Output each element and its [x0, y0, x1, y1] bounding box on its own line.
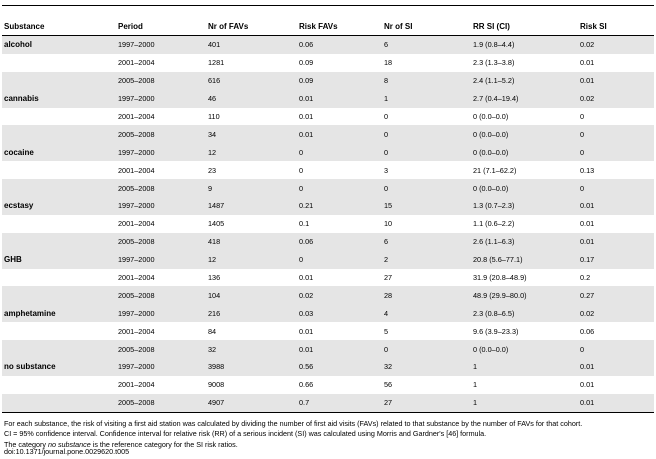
- table-row: [2, 125, 654, 143]
- cell-risk-favs: 0.56: [297, 358, 382, 376]
- cell-rr-si: 31.9 (20.8–48.9): [473, 273, 527, 283]
- cell-rr-si: 1.9 (0.8–4.4): [471, 36, 578, 54]
- cell-nr-si: 3: [384, 165, 389, 175]
- cell-rr-si: 0 (0.0–0.0): [471, 179, 578, 197]
- cell-nr-si: 0: [382, 143, 471, 161]
- table-row: [2, 197, 654, 215]
- cell-rr-si: 1.3 (0.7–2.3): [471, 197, 578, 215]
- cell-rr-si: 0 (0.0–0.0): [471, 125, 578, 143]
- cell-substance: GHB: [2, 251, 116, 269]
- cell-risk-favs: 0.06: [297, 36, 382, 54]
- cell-nr-favs: 418: [206, 233, 297, 251]
- cell-nr-si: 0: [382, 340, 471, 358]
- cell-risk-si: 0.01: [578, 358, 654, 376]
- table-row: [2, 376, 654, 394]
- cell-risk-si: 0.01: [578, 72, 654, 90]
- cell-rr-si: 9.6 (3.9–23.3): [473, 326, 519, 336]
- cell-nr-favs: 84: [208, 326, 217, 336]
- header-risk-si: Risk SI: [578, 17, 654, 36]
- cell-risk-si: 0.17: [578, 251, 654, 269]
- cell-risk-favs: 0.66: [299, 380, 314, 390]
- cell-nr-favs: 32: [206, 340, 297, 358]
- cell-nr-favs: 110: [208, 112, 220, 121]
- cell-substance: [2, 179, 116, 197]
- cell-substance: [2, 269, 116, 287]
- cell-nr-favs: 616: [206, 72, 297, 90]
- cell-nr-favs: 104: [206, 286, 297, 304]
- cell-risk-si: 0.02: [578, 90, 654, 108]
- cell-risk-favs: 0.03: [297, 304, 382, 322]
- cell-risk-favs: 0.06: [297, 233, 382, 251]
- cell-period: 2001–2004: [118, 58, 155, 68]
- cell-period: 2001–2004: [118, 326, 155, 336]
- table-row: [2, 215, 654, 233]
- cell-risk-si: 0.01: [578, 394, 654, 412]
- cell-risk-si: 0.06: [580, 326, 595, 336]
- cell-rr-si: 1: [473, 380, 478, 390]
- header-row: [2, 17, 654, 36]
- cell-risk-si: 0.01: [580, 380, 595, 390]
- cell-risk-si: 0: [578, 179, 654, 197]
- cell-substance: [2, 125, 116, 143]
- cell-period: 1997–2000: [116, 90, 206, 108]
- header-risk-favs: Risk FAVs: [297, 17, 382, 36]
- cell-risk-si: 0.01: [578, 197, 654, 215]
- cell-rr-si: 2.3 (0.8–6.5): [471, 304, 578, 322]
- note-prefix: The category: [4, 439, 48, 449]
- cell-nr-si: 6: [382, 233, 471, 251]
- cell-substance: [2, 54, 116, 72]
- doi-reference: doi:10.1371/journal.pone.0029620.t005: [4, 447, 130, 456]
- cell-risk-si: 0: [578, 143, 654, 161]
- cell-risk-favs: 0: [299, 165, 304, 175]
- cell-rr-si: 21 (7.1–62.2): [473, 165, 517, 175]
- cell-nr-favs: 3988: [206, 358, 297, 376]
- cell-period: 2001–2004: [118, 219, 155, 229]
- table-row: [2, 108, 654, 126]
- cell-nr-favs: 216: [206, 304, 297, 322]
- cell-risk-si: 0.02: [578, 36, 654, 54]
- cell-rr-si: 0 (0.0–0.0): [471, 340, 578, 358]
- cell-nr-favs: 136: [208, 273, 221, 283]
- cell-substance: [2, 286, 116, 304]
- cell-period: 2005–2008: [116, 179, 206, 197]
- top-rule: [2, 5, 654, 6]
- header-rr-si: RR SI (CI): [471, 17, 578, 36]
- cell-risk-si: 0.27: [578, 286, 654, 304]
- cell-risk-si: 0.2: [580, 273, 591, 283]
- cell-nr-si: 27: [382, 394, 471, 412]
- table-row: [2, 358, 654, 376]
- note-risk-calculation: For each substance, the risk of visiting a first aid station was calculated by dividing the number of first aid visits (FAVs) related to that substance by the number of FAVs for that cohort.: [4, 418, 583, 428]
- cell-nr-si: 0: [382, 179, 471, 197]
- cell-nr-favs: 12: [206, 251, 297, 269]
- cell-nr-si: 10: [384, 219, 393, 229]
- table-body: [2, 36, 654, 413]
- cell-substance: cocaine: [2, 143, 116, 161]
- cell-nr-si: 27: [384, 273, 393, 283]
- cell-substance: [2, 215, 116, 233]
- cell-period: 2005–2008: [116, 233, 206, 251]
- table-page: [0, 5, 656, 459]
- cell-nr-favs: 1405: [208, 219, 225, 229]
- cell-period: 1997–2000: [116, 143, 206, 161]
- cell-nr-si: 5: [384, 326, 389, 336]
- cell-risk-si: 0.13: [580, 165, 595, 175]
- cell-substance: [2, 108, 116, 126]
- cell-nr-si: 6: [382, 36, 471, 54]
- cell-rr-si: 48.9 (29.9–80.0): [471, 286, 578, 304]
- cell-period: 1997–2000: [116, 251, 206, 269]
- header-period: Period: [116, 17, 206, 36]
- cell-nr-favs: 23: [208, 165, 217, 175]
- cell-period: 2005–2008: [116, 340, 206, 358]
- table-notes: [2, 419, 654, 451]
- table-row: [2, 251, 654, 269]
- cell-rr-si: 2.6 (1.1–6.3): [471, 233, 578, 251]
- table-row: [2, 394, 654, 412]
- cell-risk-si: 0.01: [580, 219, 595, 229]
- cell-nr-si: 4: [382, 304, 471, 322]
- table-row: [2, 143, 654, 161]
- cell-period: 2001–2004: [118, 165, 155, 175]
- cell-period: 2005–2008: [116, 394, 206, 412]
- cell-nr-favs: 1281: [208, 58, 225, 68]
- cell-risk-favs: 0.01: [297, 340, 382, 358]
- cell-rr-si: 1.1 (0.6–2.2): [473, 219, 515, 229]
- cell-substance: cannabis: [2, 90, 116, 108]
- cell-substance: ecstasy: [2, 197, 116, 215]
- cell-substance: no substance: [2, 358, 116, 376]
- cell-nr-si: 0: [384, 112, 389, 121]
- table-row: [2, 286, 654, 304]
- table-row: [2, 269, 654, 287]
- cell-period: 2001–2004: [118, 112, 155, 121]
- cell-risk-favs: 0.09: [299, 58, 314, 68]
- cell-nr-si: 18: [384, 58, 393, 68]
- cell-risk-si: 0.01: [578, 233, 654, 251]
- cell-period: 1997–2000: [116, 36, 206, 54]
- table-row: [2, 322, 654, 340]
- cell-risk-favs: 0.01: [299, 273, 314, 283]
- table-row: [2, 36, 654, 54]
- cell-rr-si: 1: [471, 358, 578, 376]
- cell-period: 1997–2000: [116, 304, 206, 322]
- cell-period: 2005–2008: [116, 72, 206, 90]
- cell-rr-si: 2.3 (1.3–3.8): [473, 58, 515, 68]
- cell-risk-favs: 0.02: [297, 286, 382, 304]
- cell-period: 2001–2004: [118, 273, 155, 283]
- cell-risk-favs: 0.01: [297, 90, 382, 108]
- cell-period: 2001–2004: [118, 380, 155, 390]
- cell-period: 1997–2000: [116, 197, 206, 215]
- cell-nr-si: 8: [382, 72, 471, 90]
- cell-rr-si: 2.4 (1.1–5.2): [471, 72, 578, 90]
- cell-nr-si: 2: [382, 251, 471, 269]
- cell-nr-favs: 9: [206, 179, 297, 197]
- cell-nr-favs: 46: [206, 90, 297, 108]
- cell-substance: amphetamine: [2, 304, 116, 322]
- table-row: [2, 72, 654, 90]
- cell-risk-favs: 0.01: [299, 326, 314, 336]
- cell-substance: [2, 394, 116, 412]
- cell-substance: [2, 233, 116, 251]
- cell-rr-si: 0 (0.0–0.0): [471, 143, 578, 161]
- cell-substance: [2, 322, 116, 340]
- cell-nr-si: 0: [382, 125, 471, 143]
- cell-risk-favs: 0.09: [297, 72, 382, 90]
- cell-risk-favs: 0: [297, 143, 382, 161]
- header-nr-si: Nr of SI: [382, 17, 471, 36]
- table-row: [2, 304, 654, 322]
- cell-substance: alcohol: [2, 36, 116, 54]
- cell-nr-favs: 9008: [208, 380, 225, 390]
- cell-rr-si: 2.7 (0.4–19.4): [471, 90, 578, 108]
- cell-rr-si: 0 (0.0–0.0): [473, 112, 509, 121]
- cell-risk-favs: 0: [297, 251, 382, 269]
- cell-risk-si: 0: [578, 125, 654, 143]
- table-row: [2, 233, 654, 251]
- cell-risk-favs: 0.01: [299, 112, 314, 121]
- cell-period: 2005–2008: [116, 125, 206, 143]
- cell-risk-favs: 0.21: [297, 197, 382, 215]
- cell-risk-favs: 0: [297, 179, 382, 197]
- cell-nr-favs: 4907: [206, 394, 297, 412]
- cell-risk-favs: 0.7: [297, 394, 382, 412]
- header-substance: Substance: [2, 17, 116, 36]
- cell-substance: [2, 72, 116, 90]
- cell-nr-si: 28: [382, 286, 471, 304]
- cell-nr-si: 56: [384, 380, 393, 390]
- cell-nr-si: 15: [382, 197, 471, 215]
- cell-substance: [2, 161, 116, 179]
- cell-nr-si: 32: [382, 358, 471, 376]
- table-row: [2, 90, 654, 108]
- table-row: [2, 179, 654, 197]
- cell-substance: [2, 340, 116, 358]
- cell-nr-si: 1: [382, 90, 471, 108]
- cell-period: 2005–2008: [116, 286, 206, 304]
- cell-period: 1997–2000: [116, 358, 206, 376]
- note-reference-term: no substance: [47, 439, 91, 449]
- cell-risk-favs: 0.01: [297, 125, 382, 143]
- cell-nr-favs: 12: [206, 143, 297, 161]
- header-nr-favs: Nr of FAVs: [206, 17, 297, 36]
- cell-risk-favs: 0.1: [299, 219, 310, 229]
- cell-risk-si: 0.01: [580, 58, 595, 68]
- table-row: [2, 340, 654, 358]
- table-row: [2, 161, 654, 179]
- cell-substance: [2, 376, 116, 394]
- data-table: [2, 17, 654, 413]
- cell-rr-si: 1: [471, 394, 578, 412]
- note-suffix: is the reference category for the SI risk ratios.: [90, 439, 238, 449]
- cell-nr-favs: 34: [206, 125, 297, 143]
- cell-risk-si: 0: [578, 340, 654, 358]
- cell-rr-si: 20.8 (5.6–77.1): [471, 251, 578, 269]
- note-confidence-interval: CI = 95% confidence interval. Confidence interval for relative risk (RR) of a serious incident (SI) was calculated using Morris and Gardner's [46] formula.: [4, 429, 487, 439]
- cell-nr-favs: 401: [206, 36, 297, 54]
- cell-risk-si: 0: [580, 112, 585, 121]
- cell-risk-si: 0.02: [578, 304, 654, 322]
- cell-nr-favs: 1487: [206, 197, 297, 215]
- table-row: [2, 54, 654, 72]
